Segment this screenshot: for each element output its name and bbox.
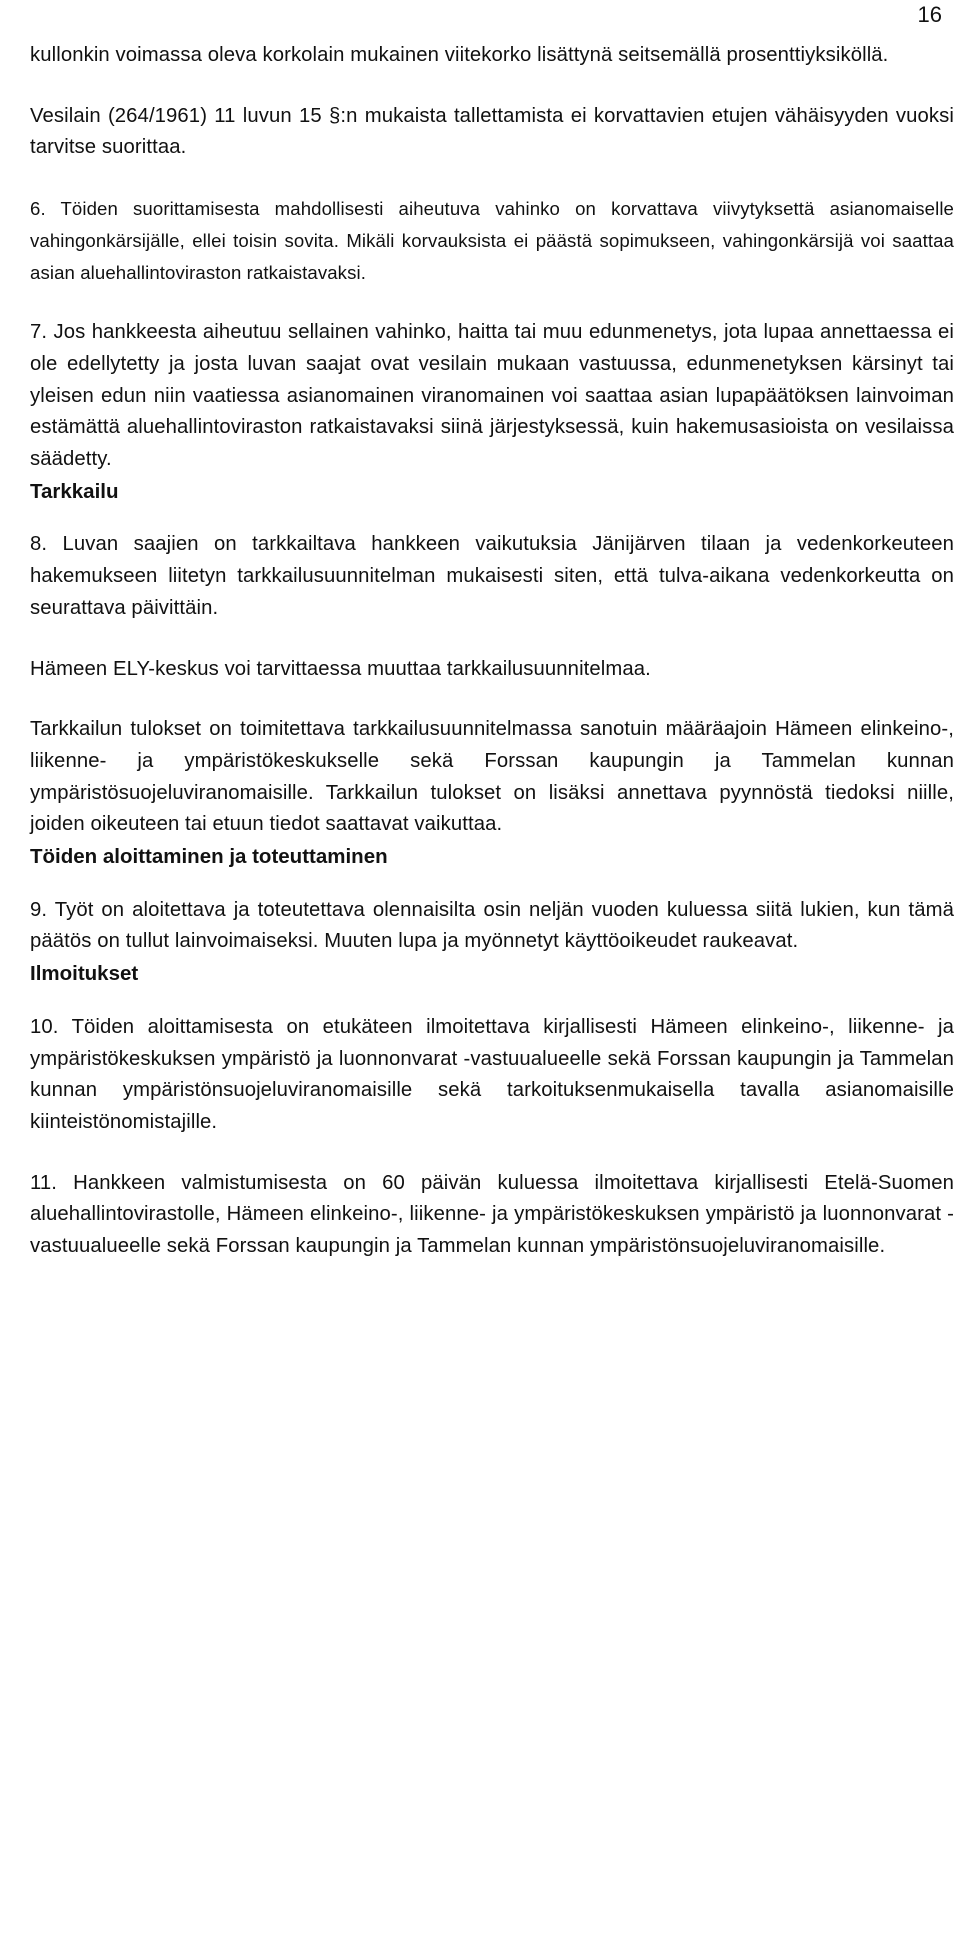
paragraph-10-notice: 10. Töiden aloittamisesta on etukäteen ilmoitettava kirjallisesti Hämeen elinkeino-, liikenne- ja ympäristökeskuksen ympäristö ja luonnonvarat -vastuualueelle sekä Forssan kaupungin ja Tammelan kunnan ympäristönsuojeluviranomaisille sekä tarkoituksenmukaisella tavalla asianomaisille kiinteistönomistajille. bbox=[30, 1015, 954, 1133]
paragraph-7-losses: 7. Jos hankkeesta aiheutuu sellainen vahinko, haitta tai muu edunmenetys, jota lupaa annettaessa ei ole edellytetty ja josta luvan saajat ovat vesilain mukaan vastuussa, edunmenetyksen kärsinyt tai yleisen edun niin vaatiessa asianomainen viranomainen voi saattaa asian lupapäätöksen lainvoiman estämättä aluehallintoviraston ratkaistavaksi siinä järjestyksessä, kuin hakemusasioista on vesilaissa säädetty. bbox=[30, 321, 954, 471]
paragraph-interest: kullonkin voimassa oleva korkolain mukainen viitekorko lisättynä seitsemällä prosenttiyksiköllä. bbox=[30, 44, 889, 66]
page-number: 16 bbox=[917, 2, 942, 27]
paragraph-8-monitoring: 8. Luvan saajien on tarkkailtava hankkeen vaikutuksia Jänijärven tilaan ja vedenkorkeuteen hakemukseen liitetyn tarkkailusuunnitelman mukaisesti siten, että tulva-aikana vedenkorkeutta on seurattava päivittäin. bbox=[30, 533, 954, 619]
heading-monitoring: Tarkkailu bbox=[30, 479, 119, 503]
paragraph-results: Tarkkailun tulokset on toimitettava tarkkailusuunnitelmassa sanotuin määräajoin Hämeen elinkeino-, liikenne- ja ympäristökeskukselle sekä Forssan kaupungin ja Tammelan kunnan ympäristösuojeluviranomaisille. Tarkkailun tulokset on lisäksi annettava pyynnöstä tiedoksi niille, joiden oikeuteen tai etuun tiedot saattavat vaikuttaa. bbox=[30, 718, 954, 836]
paragraph-deposit: Vesilain (264/1961) 11 luvun 15 §:n mukaista tallettamista ei korvattavien etujen vähäisyyden vuoksi tarvitse suorittaa. bbox=[30, 104, 954, 159]
heading-notifications: Ilmoitukset bbox=[30, 962, 139, 986]
heading-start-execution: Töiden aloittaminen ja toteuttaminen bbox=[30, 845, 388, 869]
paragraph-ely-plan: Hämeen ELY-keskus voi tarvittaessa muuttaa tarkkailusuunnitelmaa. bbox=[30, 657, 651, 680]
paragraph-11-completion: 11. Hankkeen valmistumisesta on 60 päivän kuluessa ilmoitettava kirjallisesti Etelä-Suomen aluehallintovirastolle, Hämeen elinkeino-, liikenne- ja ympäristökeskuksen ympäristö ja luonnonvarat -vastuualueelle sekä Forssan kaupungin ja Tammelan kunnan ympäristönsuojeluviranomaisille. bbox=[30, 1171, 954, 1258]
document-body bbox=[30, 40, 954, 1263]
paragraph-6-damages: 6. Töiden suorittamisesta mahdollisesti aiheutuva vahinko on korvattava viivytyksettä asianomaiselle vahingonkärsijälle, ellei toisin sovita. Mikäli korvauksista ei päästä sopimukseen, vahingonkärsijä voi saattaa asian aluehallintoviraston ratkaistavaksi. bbox=[30, 198, 954, 283]
paragraph-9-start: 9. Työt on aloitettava ja toteutettava olennaisilta osin neljän vuoden kuluessa siitä lukien, kun tämä päätös on tullut lainvoimaiseksi. Muuten lupa ja myönnetyt käyttöoikeudet raukeavat. bbox=[30, 898, 954, 953]
